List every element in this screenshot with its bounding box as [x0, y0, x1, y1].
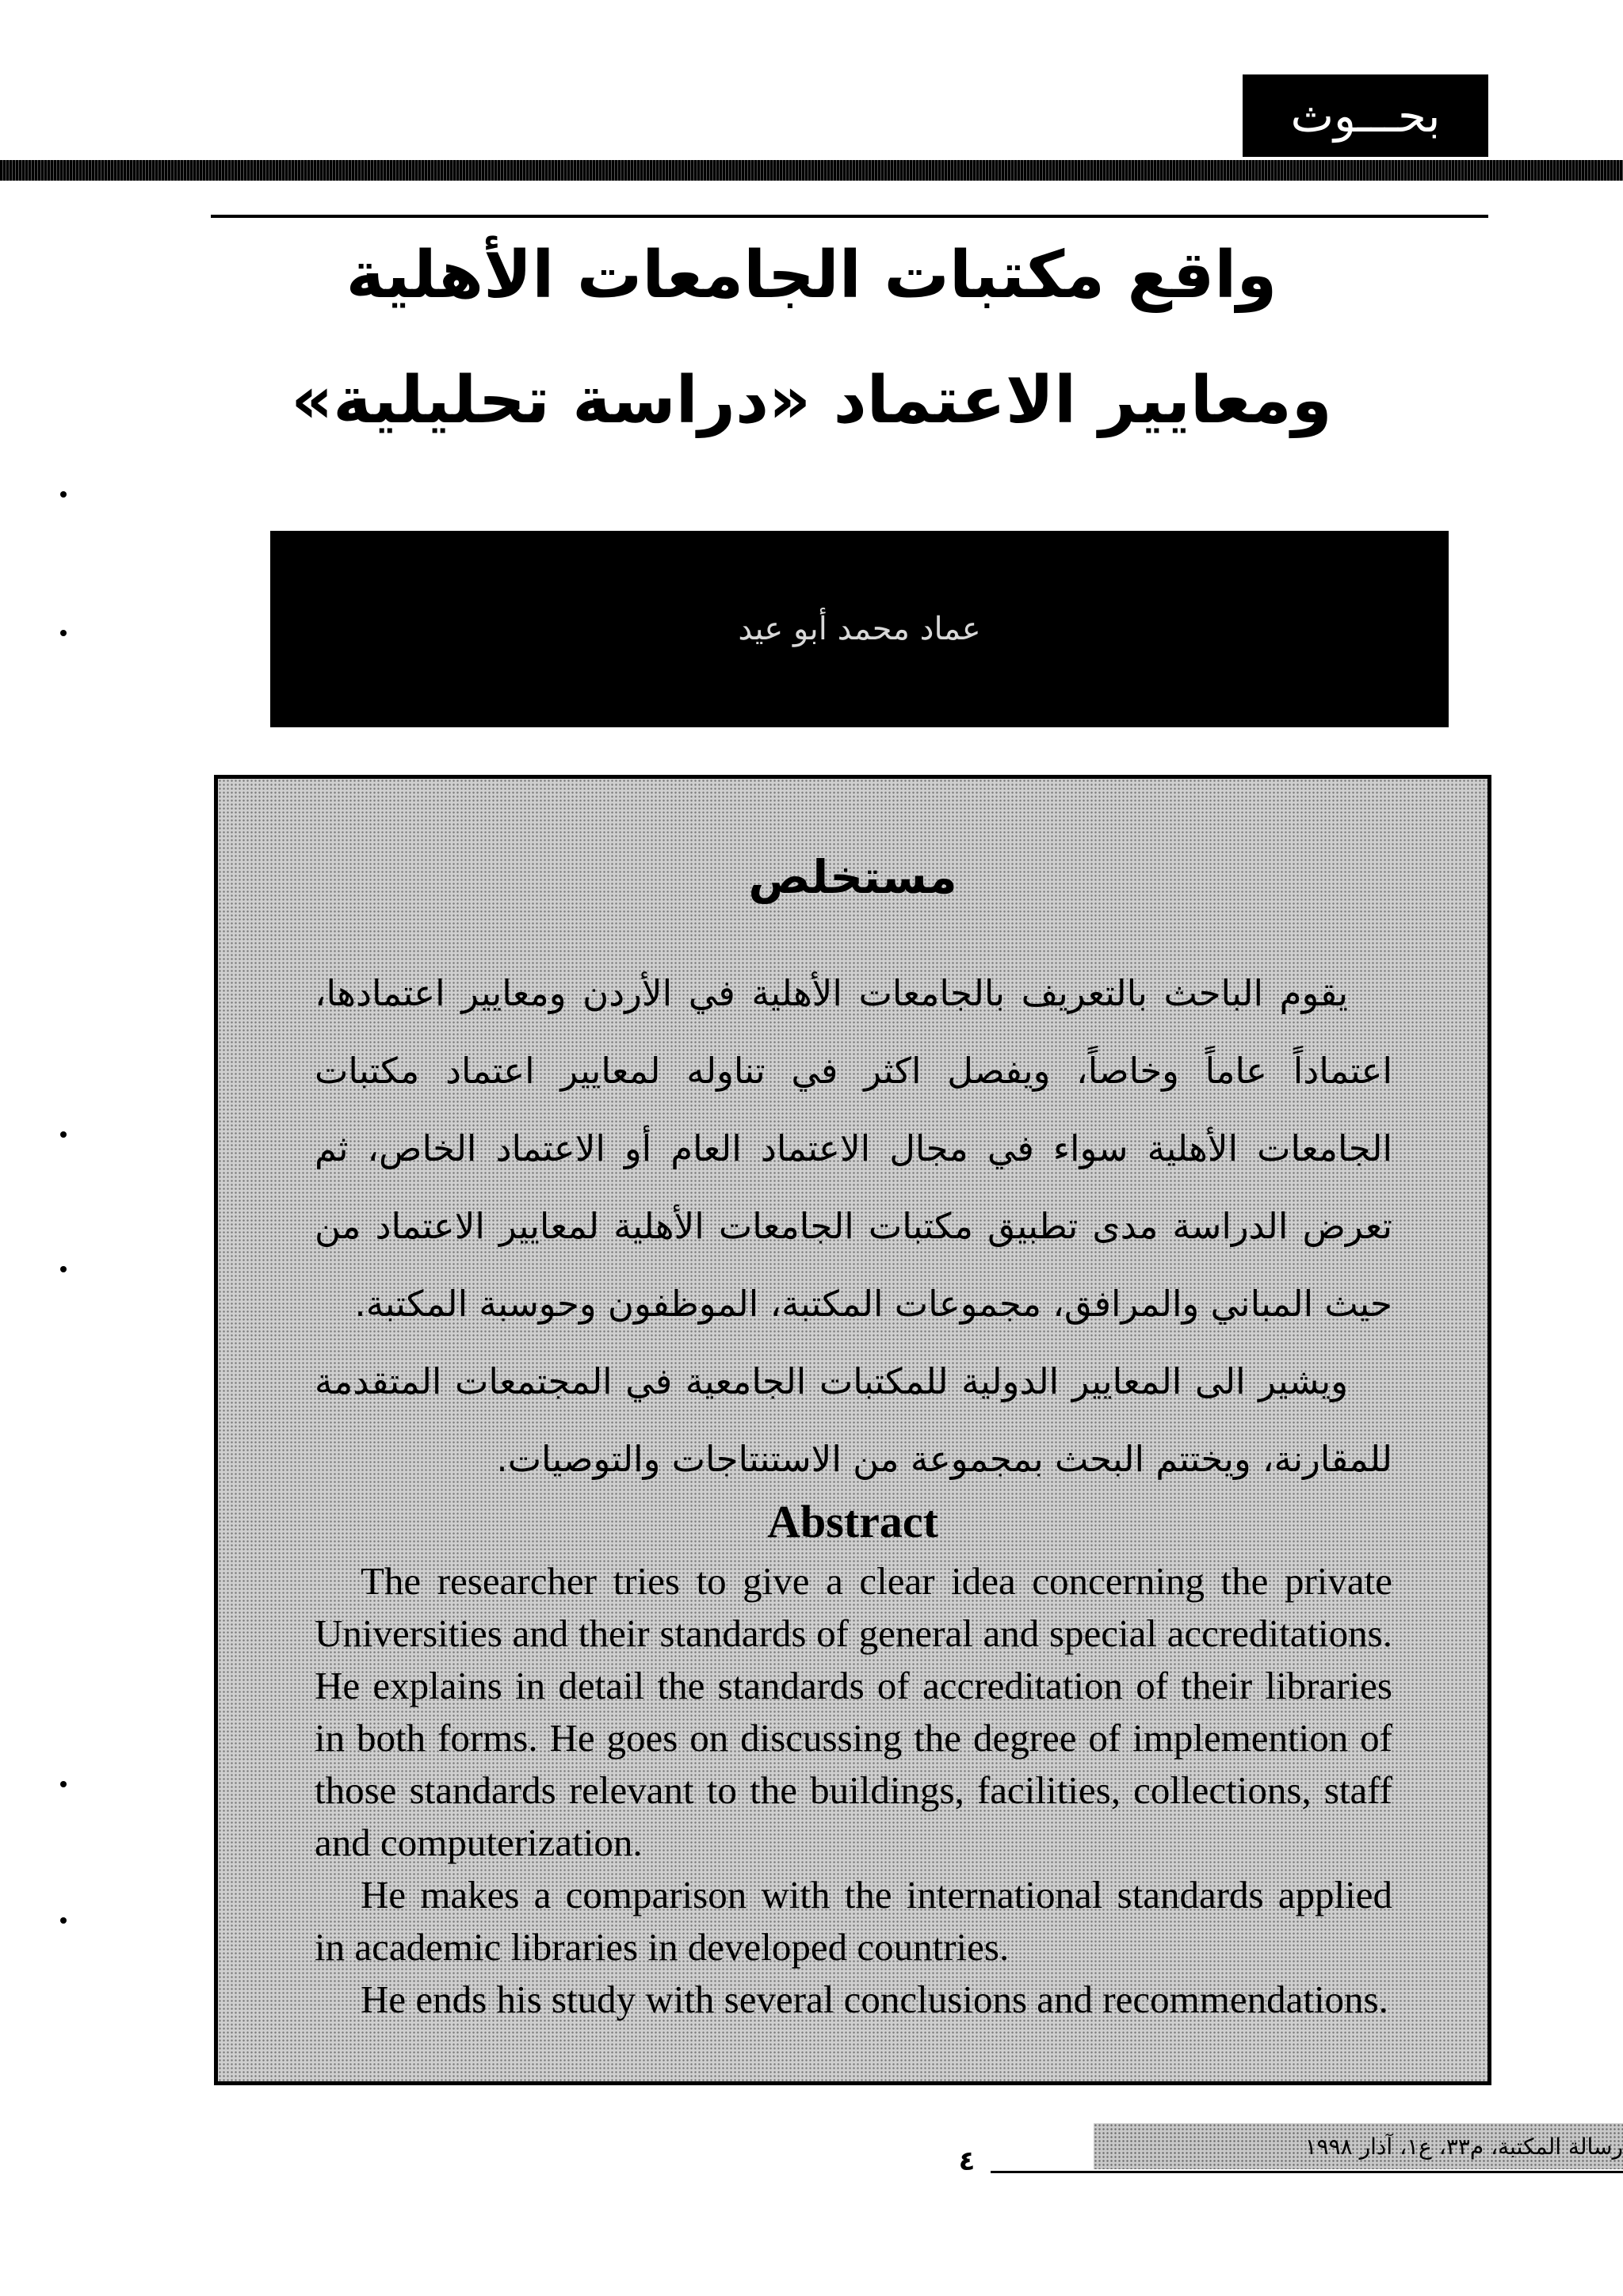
author-banner — [270, 531, 1449, 727]
section-label: بحـــوث — [1243, 74, 1488, 157]
margin-mark — [60, 630, 67, 636]
arabic-abstract-heading: مستخلص — [748, 850, 957, 904]
english-abstract-heading: Abstract — [767, 1496, 938, 1547]
english-abstract-paragraph: He makes a comparison with the international standards applied in academic libraries in developed countries. — [315, 1873, 1392, 1969]
article-title-line2: ومعايير الاعتماد «دراسة تحليلية» — [291, 363, 1332, 438]
arabic-abstract-paragraph: ويشير الى المعايير الدولية للمكتبات الجامعية في المجتمعات المتقدمة للمقارنة، ويختتم البحث بمجموعة من الاستنتاجات والتوصيات. — [315, 1360, 1392, 1480]
margin-mark — [60, 1131, 67, 1138]
margin-mark — [60, 1917, 67, 1924]
margin-mark — [60, 491, 67, 498]
title-rule — [211, 215, 1488, 218]
article-title-line1: واقع مكتبات الجامعات الأهلية — [346, 238, 1277, 313]
abstract-box — [214, 775, 1491, 2085]
footer-rule — [991, 2171, 1623, 2173]
margin-mark — [60, 1266, 67, 1272]
arabic-abstract-paragraph: يقوم الباحث بالتعريف بالجامعات الأهلية في الأردن ومعايير اعتمادها، اعتماداً عاماً وخاصاً، ويفصل اكثر في تناوله لمعايير اعتماد مكتبات الجامعات الأهلية سواء في مجال الاعتماد العام أو الاعتماد الخاص، ثم تعرض الدراسة مدى تطبيق مكتبات الجامعات الأهلية لمعايير الاعتماد من حيث المباني والمرافق، مجموعات المكتبة، الموظفون وحوسبة المكتبة. — [315, 972, 1392, 1325]
header-band — [0, 160, 1623, 181]
english-abstract-paragraph: He ends his study with several conclusions and recommendations. — [361, 1978, 1388, 2021]
margin-mark — [60, 1781, 67, 1787]
journal-citation: رسالة المكتبة، م٣٣، ع١، آذار ١٩٩٨ — [1304, 2133, 1623, 2160]
english-abstract-paragraph: The researcher tries to give a clear idea concerning the private Universities and their standards of general and special accreditations. He explains in detail the standards of accreditation of their libraries in both forms. He goes on discussing the degree of implemention of those standards relevant to the buildings, facilities, collections, staff and computerization. — [315, 1559, 1392, 1864]
author-name: عماد محمد أبو عيد — [738, 611, 981, 647]
page-number: ٤ — [958, 2145, 976, 2177]
journal-citation-box — [1094, 2123, 1623, 2169]
